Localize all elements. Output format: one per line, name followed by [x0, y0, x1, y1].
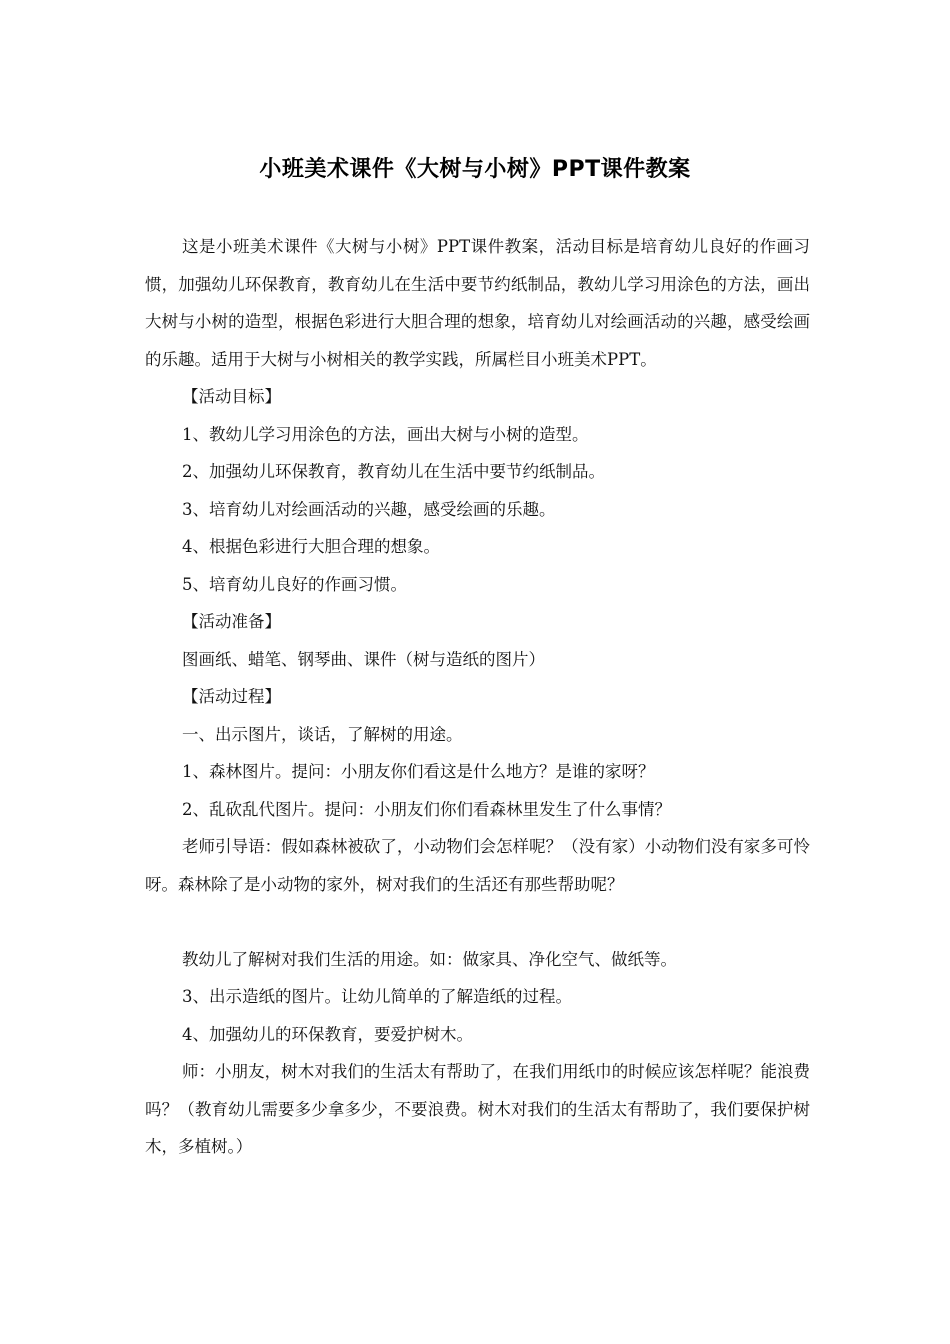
process-step: 2、乱砍乱代图片。提问：小朋友们你们看森林里发生了什么事情？	[182, 799, 671, 819]
goal-item: 5、培育幼儿良好的作画习惯。	[182, 574, 407, 594]
process-step: 1、森林图片。提问：小朋友你们看这是什么地方？是谁的家呀？	[182, 762, 655, 781]
goal-item: 1、教幼儿学习用涂色的方法，画出大树与小树的造型。	[182, 424, 589, 444]
intro-paragraph: 这是小班美术课件《大树与小树》PPT课件教案，活动目标是培育幼儿良好的作画习惯，加强幼儿环保教育，教育幼儿在生活中要节约纸制品，教幼儿学习用涂色的方法，画出大树与小树的造型，根据色彩进行大胆合理的想象，培育幼儿对绘画活动的兴趣，感受绘画的乐趣。适用于大树与小树相关的教学实践，所属栏目小班美术PPT。	[145, 237, 810, 369]
teacher-dialogue: 师：小朋友，树木对我们的生活太有帮助了，在我们用纸巾的时候应该怎样呢？能浪费吗？（教育幼儿需要多少拿多少，不要浪费。树木对我们的生活太有帮助了，我们要保护树木，多植树。）	[145, 1062, 810, 1156]
teacher-guidance: 老师引导语：假如森林被砍了，小动物们会怎样呢？（没有家）小动物们没有家多可怜呀。森林除了是小动物的家外，树对我们的生活还有那些帮助呢？	[145, 837, 810, 894]
process-step: 3、出示造纸的图片。让幼儿简单的了解造纸的过程。	[182, 987, 572, 1006]
document-body	[145, 228, 810, 1166]
process-step: 4、加强幼儿的环保教育，要爱护树木。	[182, 1024, 473, 1044]
process-step: 一、出示图片，谈话，了解树的用途。	[182, 724, 463, 744]
preparation-text: 图画纸、蜡笔、钢琴曲、课件（树与造纸的图片）	[182, 649, 545, 669]
goal-item: 4、根据色彩进行大胆合理的想象。	[182, 537, 440, 556]
goal-item: 3、培育幼儿对绘画活动的兴趣，感受绘画的乐趣。	[182, 499, 556, 519]
section-heading-preparation: 【活动准备】	[182, 612, 281, 631]
section-heading-process: 【活动过程】	[182, 687, 281, 706]
goal-item: 2、加强幼儿环保教育，教育幼儿在生活中要节约纸制品。	[182, 462, 605, 481]
section-heading-goals: 【活动目标】	[182, 387, 281, 406]
document-title: 小班美术课件《大树与小树》PPT课件教案	[259, 157, 691, 182]
process-step: 教幼儿了解树对我们生活的用途。如：做家具、净化空气、做纸等。	[182, 949, 677, 969]
